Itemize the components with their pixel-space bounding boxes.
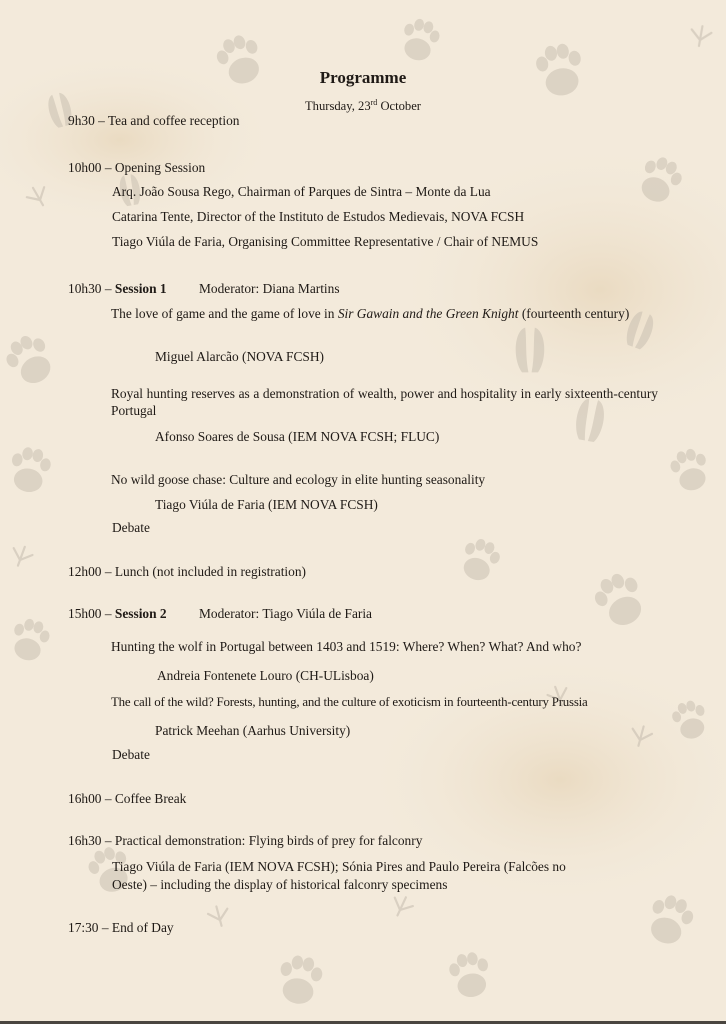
session-2-moderator: Moderator: Tiago Viúla de Faria	[199, 606, 373, 621]
item-coffee-break: 16h00 – Coffee Break	[68, 791, 187, 806]
session-2-talk-2-speaker: Patrick Meehan (Aarhus University)	[155, 723, 351, 738]
session-1-talk-2: Royal hunting reserves as a demonstration of wealth, power and hospitality in early sixteenth-century Portugal	[111, 386, 658, 418]
session-1-moderator: Moderator: Diana Martins	[199, 281, 340, 296]
session-1-talk-3: No wild goose chase: Culture and ecology in elite hunting seasonality	[111, 472, 486, 487]
session-2-heading: 15h00 – Session 2	[68, 606, 167, 621]
opening-speaker-2: Catarina Tente, Director of the Instituto de Estudos Medievais, NOVA FCSH	[112, 209, 525, 224]
item-falconry-demo: 16h30 – Practical demonstration: Flying birds of prey for falconry	[68, 833, 423, 848]
opening-speaker-1: Arq. João Sousa Rego, Chairman of Parques de Sintra – Monte da Lua	[112, 184, 491, 199]
session-2-debate: Debate	[112, 747, 150, 762]
session-1-heading: 10h30 – Session 1	[68, 281, 167, 296]
item-end-of-day: 17:30 – End of Day	[68, 920, 174, 935]
falconry-demo-presenters-line-1: Tiago Viúla de Faria (IEM NOVA FCSH); Sónia Pires and Paulo Pereira (Falcões no	[112, 859, 566, 874]
item-opening-session: 10h00 – Opening Session	[68, 160, 206, 175]
session-1-talk-3-speaker: Tiago Viúla de Faria (IEM NOVA FCSH)	[155, 497, 378, 512]
page-title: Programme	[319, 68, 407, 87]
opening-speaker-3: Tiago Viúla de Faria, Organising Committee Representative / Chair of NEMUS	[112, 234, 539, 249]
falconry-demo-presenters-line-2: Oeste) – including the display of historical falconry specimens	[112, 877, 448, 892]
session-1-talk-1: The love of game and the game of love in Sir Gawain and the Green Knight (fourteenth century)	[111, 306, 630, 321]
session-1-talk-2-speaker: Afonso Soares de Sousa (IEM NOVA FCSH; FLUC)	[155, 429, 440, 444]
session-1-debate: Debate	[112, 520, 150, 535]
session-1-talk-1-speaker: Miguel Alarcão (NOVA FCSH)	[155, 349, 324, 364]
item-lunch: 12h00 – Lunch (not included in registration)	[68, 564, 307, 579]
session-2-talk-1-speaker: Andreia Fontenete Louro (CH-ULisboa)	[157, 668, 374, 683]
session-2-talk-2: The call of the wild? Forests, hunting, and the culture of exoticism in fourteenth-century Prussia	[111, 695, 588, 709]
session-2-talk-1: Hunting the wolf in Portugal between 1403 and 1519: Where? When? What? And who?	[111, 639, 582, 654]
programme-date: Thursday, 23rd October	[304, 98, 422, 114]
item-tea-reception: 9h30 – Tea and coffee reception	[68, 113, 240, 128]
